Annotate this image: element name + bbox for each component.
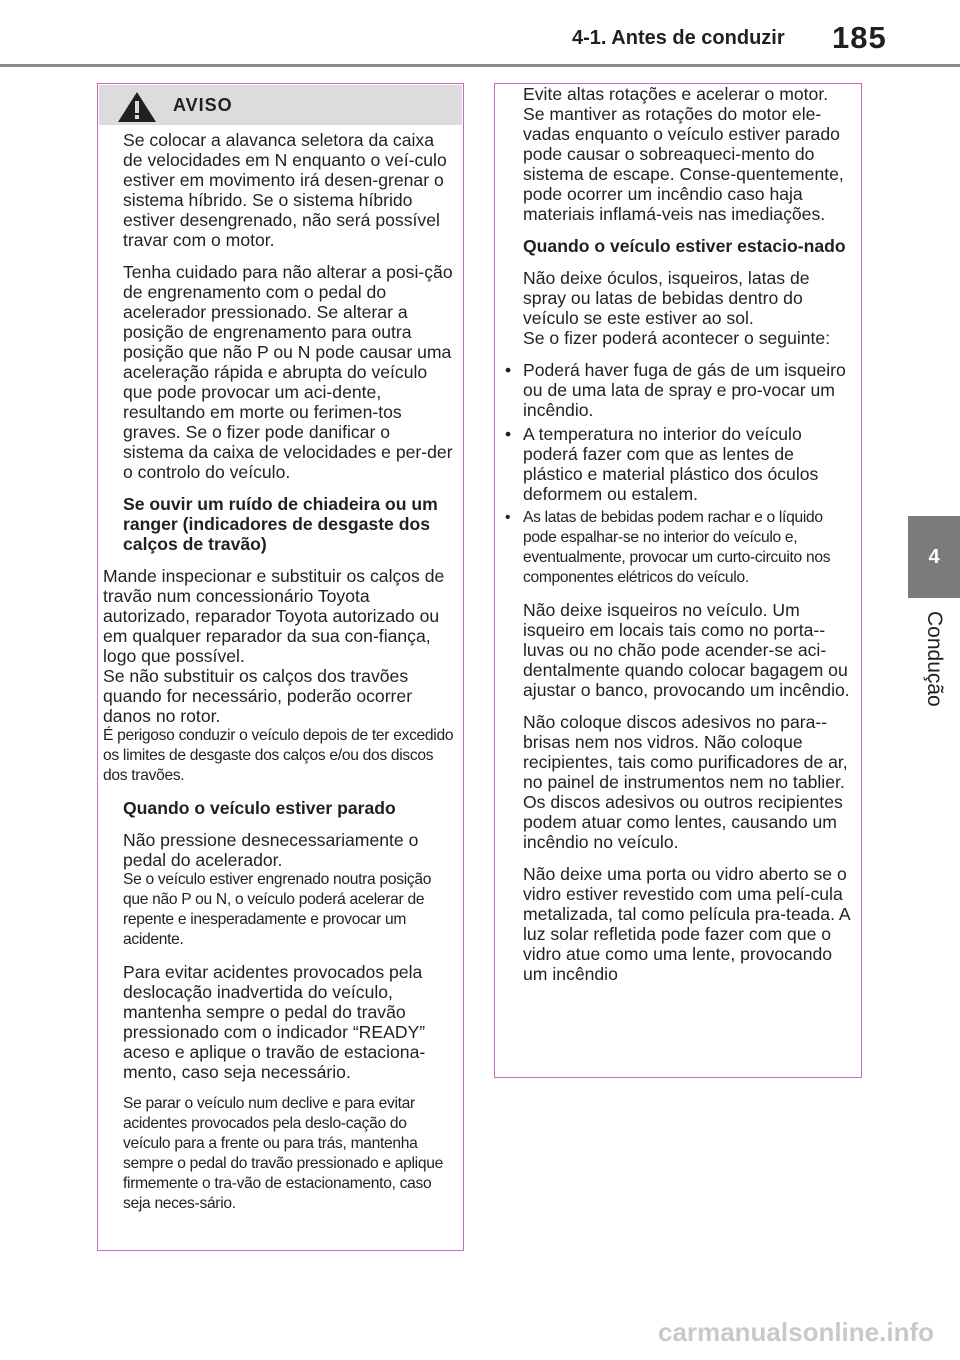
header-rule [0, 64, 960, 67]
page-number: 185 [832, 20, 887, 55]
text-line: Se o fizer poderá acontecer o seguinte: [523, 328, 831, 348]
text-line: Se o veículo estiver engrenado noutra posição que não P ou N, o veículo poderá acelerar de repente e inesperadamente e provocar um acidente. [123, 871, 432, 948]
paragraph: Não coloque discos adesivos no para--brisas nem nos vidros. Não coloque recipientes, tais como purificadores de ar, no painel de instrumentos nem no tablier. Os discos adesivos ou outros recipientes podem atuar como lentes, causando um incêndio no veículo. [523, 712, 848, 852]
bullet-list [503, 360, 853, 588]
list-item: • A temperatura no interior do veículo poderá fazer com que as lentes de plástico e material plástico dos óculos deformem ou estalem. [503, 424, 853, 504]
warning-right-content [503, 84, 853, 996]
list-item: • As latas de bebidas podem rachar e o líquido pode espalhar-se no interior do veículo e, eventualmente, provocar um curto-circuito nos componentes elétricos do veículo. [503, 508, 853, 588]
section-title: 4-1. Antes de conduzir [572, 27, 785, 49]
text-line: Não pressione desnecessariamente o pedal do acelerador. [123, 830, 419, 870]
paragraph: Se parar o veículo num declive e para evitar acidentes provocados pela deslo-cação do veículo para a frente ou para trás, mantenha sempre o pedal do travão pressionado e aplique firmemente o tra-vão de estacionamento, caso seja neces-sário. [123, 1095, 443, 1212]
list-item: • Poderá haver fuga de gás de um isqueiro ou de uma lata de spray e pro-vocar um incêndio. [503, 360, 853, 420]
warning-header [99, 85, 462, 125]
paragraph: Se colocar a alavanca seletora da caixa de velocidades em N enquanto o veí-culo estiver em movimento irá desen-grenar o sistema híbrido. Se o sistema híbrido estiver desengrenado, não será possível travar com o motor. [123, 130, 447, 250]
text-line: Não deixe óculos, isqueiros, latas de spray ou latas de bebidas dentro do veículo se este estiver ao sol. [523, 268, 810, 328]
paragraph: Não deixe uma porta ou vidro aberto se o vidro estiver revestido com uma pelí-cula metalizada, tal como película pra-teada. A luz solar refletida pode fazer com que o vidro atue como uma lente, provocando um incêndio [523, 864, 850, 984]
chapter-number: 4 [928, 545, 940, 568]
warning-triangle-icon [117, 91, 157, 127]
warning-left-content [103, 130, 455, 1226]
subheading: Quando o veículo estiver parado [123, 798, 396, 818]
paragraph: Evite altas rotações e acelerar o motor. Se mantiver as rotações do motor ele-vadas enquanto o veículo estiver parado pode causar o sobreaqueci-mento do sistema de escape. Conse-quentemente, pode ocorrer um incêndio caso haja materiais inflamá-veis nas imediações. [523, 84, 844, 224]
paragraph: Tenha cuidado para não alterar a posi-ção de engrenamento com o pedal do acelerador pressionado. Se alterar a posição de engrenamento para outra posição que não P ou N pode causar uma aceleração rápida e abrupta do veículo que pode provocar um aci-dente, resultando em morte ou ferimen-tos graves. Se o fizer pode danificar o sistema da caixa de velocidades e per-der o controlo do veículo. [123, 262, 453, 482]
watermark-link[interactable]: carmanualsonline.info [658, 1317, 934, 1347]
text-line: Mande inspecionar e substituir os calços de travão num concessionário Toyota autorizado, reparador Toyota autorizado ou em qualquer reparador da sua con-fiança, logo que possível. [103, 566, 445, 666]
paragraph [103, 830, 455, 950]
text-line: Se não substituir os calços dos travões quando for necessário, poderão ocorrer danos no rotor. [103, 666, 413, 726]
paragraph [103, 566, 455, 786]
text-line: É perigoso conduzir o veículo depois de ter excedido os limites de desgaste dos calços e/ou dos discos dos travões. [103, 727, 454, 784]
chapter-tab [908, 516, 960, 598]
subheading: Se ouvir um ruído de chiadeira ou um ranger (indicadores de desgaste dos calços de travão) [123, 494, 438, 554]
warning-box-left [97, 83, 464, 1251]
warning-title: AVISO [173, 95, 233, 115]
paragraph [503, 268, 853, 348]
paragraph: Para evitar acidentes provocados pela deslocação inadvertida do veículo, mantenha sempre o pedal do travão pressionado com o indicador “READY” aceso e aplique o travão de estaciona-mento, caso seja necessário. [123, 962, 426, 1082]
paragraph: Não deixe isqueiros no veículo. Um isqueiro em locais tais como no porta--luvas ou no chão pode acender-se aci-dentalmente quando colocar bagagem ou ajustar o banco, provocando um incêndio. [523, 600, 850, 700]
warning-box-right [494, 83, 862, 1078]
subheading: Quando o veículo estiver estacio-nado [523, 236, 846, 256]
chapter-label: Condução [923, 611, 946, 707]
